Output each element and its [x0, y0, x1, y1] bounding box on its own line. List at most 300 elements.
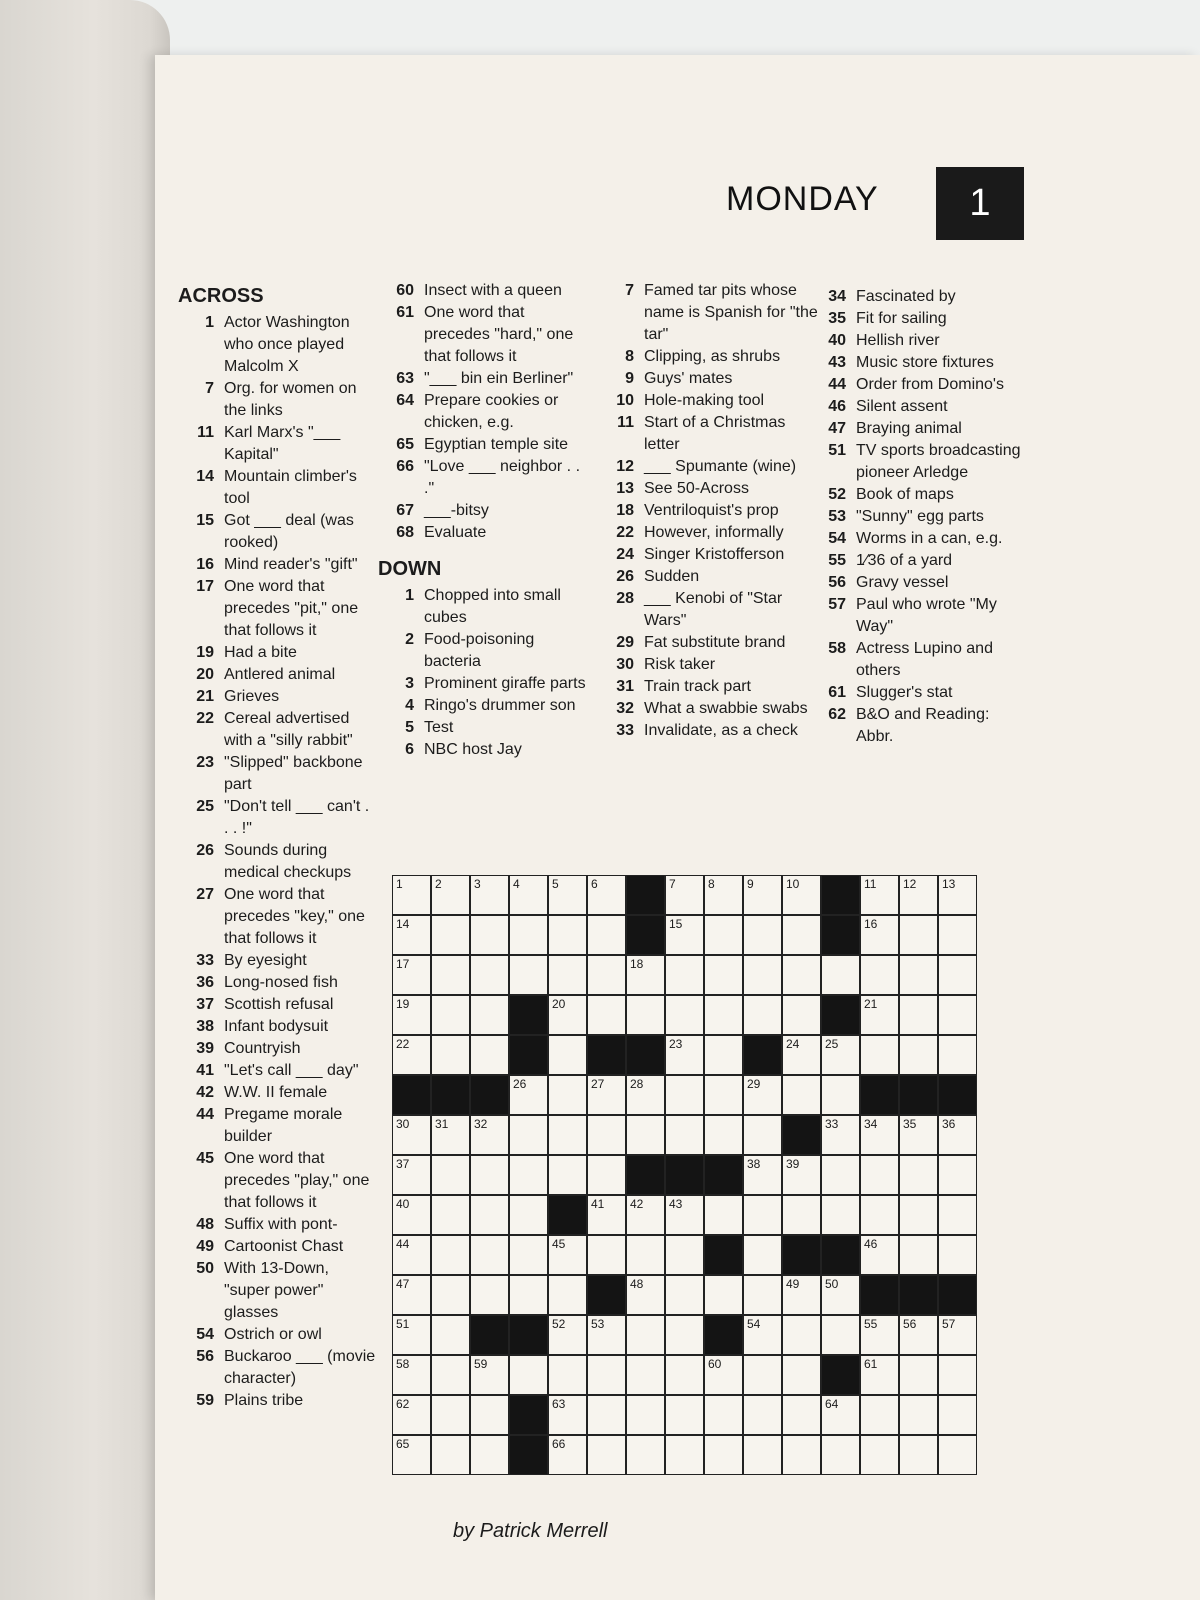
- grid-cell: [938, 875, 977, 915]
- grid-cell: [743, 995, 782, 1035]
- grid-cell-number: 1: [396, 877, 403, 891]
- grid-cell: [431, 1195, 470, 1235]
- clue-item: [378, 522, 588, 544]
- grid-cell: [704, 955, 743, 995]
- grid-cell: [743, 1355, 782, 1395]
- clue-number: 56: [828, 574, 846, 591]
- grid-cell: [821, 955, 860, 995]
- grid-cell: [704, 875, 743, 915]
- down-heading: DOWN: [378, 558, 442, 580]
- grid-cell: [587, 1315, 626, 1355]
- grid-cell: [626, 1315, 665, 1355]
- grid-cell: [938, 1355, 977, 1395]
- grid-cell: [392, 995, 431, 1035]
- clue-item: [598, 478, 818, 500]
- clue-number: 54: [196, 1326, 214, 1343]
- clue-number: 34: [828, 288, 846, 305]
- grid-cell: [470, 1235, 509, 1275]
- clue-item: [598, 588, 818, 632]
- grid-cell: [821, 1035, 860, 1075]
- grid-cell: [704, 995, 743, 1035]
- grid-cell-number: 10: [786, 877, 800, 891]
- grid-cell: [860, 915, 899, 955]
- grid-cell: [431, 1155, 470, 1195]
- grid-cell-number: 2: [435, 877, 442, 891]
- clue-text: Invalidate, as a check: [644, 722, 798, 739]
- grid-cell: [509, 915, 548, 955]
- clue-number: 40: [828, 332, 846, 349]
- clue-item: [178, 312, 378, 378]
- page-title: MONDAY: [726, 180, 879, 218]
- clue-number: 2: [405, 631, 414, 648]
- grid-cell: [899, 1115, 938, 1155]
- clue-number: 64: [396, 392, 414, 409]
- grid-cell: [782, 1195, 821, 1235]
- clue-item: [178, 554, 378, 576]
- clue-text: What a swabbie swabs: [644, 700, 808, 717]
- grid-cell-number: 3: [474, 877, 481, 891]
- grid-cell-number: 55: [864, 1317, 878, 1331]
- grid-cell: [899, 1355, 938, 1395]
- clue-text: Got ___ deal (was rooked): [224, 512, 354, 551]
- grid-cell: [704, 1435, 743, 1475]
- clue-text: Famed tar pits whose name is Spanish for "the tar": [644, 282, 818, 343]
- grid-cell: [821, 1115, 860, 1155]
- clue-number: 53: [828, 508, 846, 525]
- grid-black-square: [704, 1235, 743, 1275]
- grid-cell-number: 12: [903, 877, 917, 891]
- clue-item: [178, 1214, 378, 1236]
- clue-number: 17: [196, 578, 214, 595]
- clue-text: Fat substitute brand: [644, 634, 786, 651]
- grid-cell: [665, 915, 704, 955]
- grid-cell: [548, 1435, 587, 1475]
- grid-black-square: [587, 1035, 626, 1075]
- clue-number: 59: [196, 1392, 214, 1409]
- clue-number: 60: [396, 282, 414, 299]
- clue-item: [810, 638, 1030, 682]
- grid-cell: [626, 1435, 665, 1475]
- grid-cell: [899, 1435, 938, 1475]
- clue-text: Prominent giraffe parts: [424, 675, 586, 692]
- grid-black-square: [626, 915, 665, 955]
- grid-cell-number: 51: [396, 1317, 410, 1331]
- grid-cell: [587, 875, 626, 915]
- grid-cell: [860, 1235, 899, 1275]
- grid-cell-number: 49: [786, 1277, 800, 1291]
- grid-cell: [743, 915, 782, 955]
- clue-number: 48: [196, 1216, 214, 1233]
- clue-item: [178, 1346, 378, 1390]
- grid-cell: [860, 1115, 899, 1155]
- grid-cell-number: 37: [396, 1157, 410, 1171]
- grid-cell: [743, 1155, 782, 1195]
- clue-text: "Don't tell ___ can't . . . !": [224, 798, 370, 837]
- clue-number: 26: [196, 842, 214, 859]
- clue-text: Plains tribe: [224, 1392, 304, 1409]
- clue-item: [178, 752, 378, 796]
- grid-cell: [470, 875, 509, 915]
- grid-cell-number: 17: [396, 957, 410, 971]
- clue-item: [178, 1082, 378, 1104]
- clue-number: 68: [396, 524, 414, 541]
- grid-cell: [860, 1435, 899, 1475]
- grid-cell: [782, 955, 821, 995]
- grid-cell: [509, 955, 548, 995]
- grid-cell-number: 42: [630, 1197, 644, 1211]
- clue-item: [178, 1258, 378, 1324]
- grid-cell: [782, 915, 821, 955]
- clue-item: [178, 686, 378, 708]
- grid-cell: [938, 1435, 977, 1475]
- clue-number: 50: [196, 1260, 214, 1277]
- grid-cell: [392, 1355, 431, 1395]
- clue-number: 19: [196, 644, 214, 661]
- clue-text: With 13-Down, "super power" glasses: [224, 1260, 329, 1321]
- clue-number: 33: [616, 722, 634, 739]
- clue-number: 6: [405, 741, 414, 758]
- clue-number: 54: [828, 530, 846, 547]
- grid-cell: [860, 955, 899, 995]
- clue-number: 63: [396, 370, 414, 387]
- clue-text: "Let's call ___ day": [224, 1062, 359, 1079]
- clue-number: 38: [196, 1018, 214, 1035]
- clue-item: [378, 717, 588, 739]
- clue-column-4: [810, 286, 1030, 748]
- clue-item: [178, 994, 378, 1016]
- clue-item: [378, 390, 588, 434]
- clue-text: Countryish: [224, 1040, 301, 1057]
- grid-cell: [821, 1155, 860, 1195]
- clue-text: Actress Lupino and others: [856, 640, 993, 679]
- clue-number: 1: [205, 314, 214, 331]
- grid-cell-number: 46: [864, 1237, 878, 1251]
- clue-number: 57: [828, 596, 846, 613]
- grid-cell-number: 14: [396, 917, 410, 931]
- clue-number: 58: [828, 640, 846, 657]
- grid-cell: [821, 1075, 860, 1115]
- clue-text: Fit for sailing: [856, 310, 947, 327]
- grid-cell: [743, 1115, 782, 1155]
- grid-cell: [392, 1275, 431, 1315]
- grid-black-square: [938, 1075, 977, 1115]
- clue-number: 18: [616, 502, 634, 519]
- clue-number: 39: [196, 1040, 214, 1057]
- grid-cell: [860, 995, 899, 1035]
- grid-cell: [587, 915, 626, 955]
- left-page-edge: [0, 0, 170, 1600]
- grid-black-square: [821, 1235, 860, 1275]
- grid-cell: [548, 1235, 587, 1275]
- clue-text: Train track part: [644, 678, 751, 695]
- clue-text: NBC host Jay: [424, 741, 522, 758]
- clue-item: [598, 390, 818, 412]
- grid-black-square: [509, 995, 548, 1035]
- grid-cell: [938, 1155, 977, 1195]
- clue-number: 11: [617, 414, 634, 431]
- grid-cell-number: 43: [669, 1197, 683, 1211]
- grid-black-square: [704, 1155, 743, 1195]
- grid-cell: [821, 1435, 860, 1475]
- clue-number: 62: [828, 706, 846, 723]
- clue-text: One word that precedes "hard," one that follows it: [424, 304, 574, 365]
- grid-cell-number: 7: [669, 877, 676, 891]
- clue-item: [810, 286, 1030, 308]
- grid-cell: [392, 1035, 431, 1075]
- grid-cell-number: 6: [591, 877, 598, 891]
- grid-cell: [860, 1195, 899, 1235]
- grid-cell: [860, 1155, 899, 1195]
- grid-cell-number: 26: [513, 1077, 527, 1091]
- grid-black-square: [509, 1035, 548, 1075]
- grid-cell: [470, 1195, 509, 1235]
- clue-number: 3: [405, 675, 414, 692]
- clue-column-1: [178, 285, 378, 1412]
- clue-number: 46: [828, 398, 846, 415]
- grid-cell-number: 58: [396, 1357, 410, 1371]
- grid-black-square: [626, 1155, 665, 1195]
- clue-text: Scottish refusal: [224, 996, 334, 1013]
- grid-cell-number: 60: [708, 1357, 722, 1371]
- clue-item: [598, 368, 818, 390]
- grid-cell: [587, 955, 626, 995]
- grid-cell: [899, 1155, 938, 1195]
- grid-cell: [509, 1075, 548, 1115]
- clue-item: [178, 884, 378, 950]
- grid-cell: [509, 1235, 548, 1275]
- clue-text: One word that precedes "pit," one that follows it: [224, 578, 359, 639]
- clue-item: [378, 280, 588, 302]
- grid-cell: [665, 955, 704, 995]
- clue-item: [178, 840, 378, 884]
- clue-text: Insect with a queen: [424, 282, 562, 299]
- grid-cell: [509, 1115, 548, 1155]
- clue-item: [598, 720, 818, 742]
- clue-text: ___-bitsy: [424, 502, 489, 519]
- grid-black-square: [821, 995, 860, 1035]
- clue-text: Singer Kristofferson: [644, 546, 785, 563]
- clue-number: 43: [828, 354, 846, 371]
- grid-cell-number: 52: [552, 1317, 566, 1331]
- clue-text: "Slipped" backbone part: [224, 754, 363, 793]
- grid-cell-number: 66: [552, 1437, 566, 1451]
- grid-cell: [704, 915, 743, 955]
- grid-cell: [899, 1195, 938, 1235]
- grid-cell: [431, 1275, 470, 1315]
- grid-cell: [899, 1035, 938, 1075]
- clue-item: [178, 642, 378, 664]
- clue-item: [810, 594, 1030, 638]
- grid-cell: [470, 1155, 509, 1195]
- grid-cell-number: 34: [864, 1117, 878, 1131]
- clue-item: [598, 280, 818, 346]
- clue-text: Music store fixtures: [856, 354, 994, 371]
- clue-item: [810, 572, 1030, 594]
- grid-cell: [548, 875, 587, 915]
- clue-item: [598, 632, 818, 654]
- clue-text: Grieves: [224, 688, 280, 705]
- clue-text: Mountain climber's tool: [224, 468, 357, 507]
- grid-black-square: [431, 1075, 470, 1115]
- grid-cell: [587, 1235, 626, 1275]
- clue-item: [178, 466, 378, 510]
- clue-number: 30: [616, 656, 634, 673]
- clue-number: 29: [616, 634, 634, 651]
- clue-number: 36: [196, 974, 214, 991]
- grid-cell: [431, 1315, 470, 1355]
- grid-cell: [743, 1275, 782, 1315]
- clue-text: Evaluate: [424, 524, 487, 541]
- clue-text: However, informally: [644, 524, 784, 541]
- grid-cell: [704, 1035, 743, 1075]
- clue-number: 5: [405, 719, 414, 736]
- clue-item: [178, 510, 378, 554]
- grid-cell: [665, 1195, 704, 1235]
- grid-cell: [899, 1315, 938, 1355]
- grid-cell: [587, 1155, 626, 1195]
- grid-cell: [704, 1355, 743, 1395]
- grid-cell: [431, 1435, 470, 1475]
- grid-cell-number: 9: [747, 877, 754, 891]
- clue-number: 42: [196, 1084, 214, 1101]
- grid-cell: [470, 1115, 509, 1155]
- grid-cell: [626, 1235, 665, 1275]
- clue-text: "Sunny" egg parts: [856, 508, 984, 525]
- grid-cell: [431, 1355, 470, 1395]
- grid-cell: [548, 1035, 587, 1075]
- grid-cell-number: 22: [396, 1037, 410, 1051]
- grid-black-square: [509, 1315, 548, 1355]
- grid-cell: [821, 1315, 860, 1355]
- clue-number: 31: [616, 678, 634, 695]
- grid-cell: [548, 1075, 587, 1115]
- clue-text: 1⁄36 of a yard: [856, 552, 953, 569]
- grid-black-square: [821, 1355, 860, 1395]
- grid-cell: [548, 1315, 587, 1355]
- grid-cell: [743, 955, 782, 995]
- grid-cell: [938, 1035, 977, 1075]
- clue-number: 32: [616, 700, 634, 717]
- clue-item: [598, 346, 818, 368]
- grid-cell: [587, 1195, 626, 1235]
- clue-number: 51: [828, 442, 846, 459]
- grid-cell: [665, 1395, 704, 1435]
- grid-black-square: [548, 1195, 587, 1235]
- clue-number: 13: [616, 480, 634, 497]
- clue-number: 56: [196, 1348, 214, 1365]
- grid-cell: [860, 1395, 899, 1435]
- clue-text: Test: [424, 719, 454, 736]
- grid-cell-number: 32: [474, 1117, 488, 1131]
- clue-text: Sudden: [644, 568, 700, 585]
- clue-text: Chopped into small cubes: [424, 587, 561, 626]
- grid-cell: [470, 995, 509, 1035]
- grid-cell-number: 33: [825, 1117, 839, 1131]
- clue-text: B&O and Reading: Abbr.: [856, 706, 990, 745]
- clue-item: [598, 566, 818, 588]
- grid-black-square: [899, 1275, 938, 1315]
- clue-number: 7: [205, 380, 214, 397]
- clue-number: 35: [828, 310, 846, 327]
- clue-text: Cereal advertised with a "silly rabbit": [224, 710, 353, 749]
- grid-cell: [782, 1355, 821, 1395]
- grid-cell-number: 5: [552, 877, 559, 891]
- clue-number: 44: [828, 376, 846, 393]
- clue-item: [810, 330, 1030, 352]
- clue-number: 20: [196, 666, 214, 683]
- grid-cell-number: 18: [630, 957, 644, 971]
- grid-cell-number: 16: [864, 917, 878, 931]
- grid-cell-number: 39: [786, 1157, 800, 1171]
- clue-item: [810, 374, 1030, 396]
- clue-item: [178, 796, 378, 840]
- grid-cell-number: 4: [513, 877, 520, 891]
- clue-item: [598, 654, 818, 676]
- grid-cell: [392, 955, 431, 995]
- grid-cell: [626, 1195, 665, 1235]
- grid-cell: [899, 1235, 938, 1275]
- grid-cell-number: 27: [591, 1077, 605, 1091]
- clue-text: Ventriloquist's prop: [644, 502, 779, 519]
- puzzle-number: 1: [969, 182, 991, 224]
- grid-cell-number: 23: [669, 1037, 683, 1051]
- grid-cell: [782, 1395, 821, 1435]
- clue-item: [178, 1324, 378, 1346]
- grid-black-square: [470, 1315, 509, 1355]
- grid-black-square: [938, 1275, 977, 1315]
- clue-text: Book of maps: [856, 486, 954, 503]
- grid-cell: [392, 1195, 431, 1235]
- grid-cell: [548, 995, 587, 1035]
- grid-cell: [665, 1315, 704, 1355]
- clue-item: [178, 1060, 378, 1082]
- grid-black-square: [509, 1395, 548, 1435]
- grid-cell-number: 63: [552, 1397, 566, 1411]
- grid-cell: [704, 1115, 743, 1155]
- clue-text: Guys' mates: [644, 370, 733, 387]
- clue-number: 33: [196, 952, 214, 969]
- grid-cell: [587, 1355, 626, 1395]
- grid-cell-number: 28: [630, 1077, 644, 1091]
- grid-cell: [938, 955, 977, 995]
- grid-cell: [392, 1315, 431, 1355]
- clue-number: 1: [405, 587, 414, 604]
- clue-number: 44: [196, 1106, 214, 1123]
- grid-cell: [704, 1395, 743, 1435]
- grid-cell: [899, 1395, 938, 1435]
- grid-cell: [470, 955, 509, 995]
- clue-item: [378, 739, 588, 761]
- grid-cell-number: 29: [747, 1077, 761, 1091]
- clue-number: 21: [196, 688, 214, 705]
- grid-cell: [626, 995, 665, 1035]
- clue-item: [178, 1016, 378, 1038]
- grid-black-square: [392, 1075, 431, 1115]
- grid-cell: [782, 875, 821, 915]
- grid-cell: [743, 1395, 782, 1435]
- clue-text: Worms in a can, e.g.: [856, 530, 1003, 547]
- clue-number: 23: [196, 754, 214, 771]
- grid-cell: [431, 875, 470, 915]
- grid-cell: [587, 1115, 626, 1155]
- clue-number: 7: [625, 282, 634, 299]
- grid-cell: [899, 915, 938, 955]
- grid-cell: [899, 955, 938, 995]
- clue-number: 10: [616, 392, 634, 409]
- clue-number: 22: [196, 710, 214, 727]
- clue-text: Braying animal: [856, 420, 962, 437]
- grid-cell-number: 30: [396, 1117, 410, 1131]
